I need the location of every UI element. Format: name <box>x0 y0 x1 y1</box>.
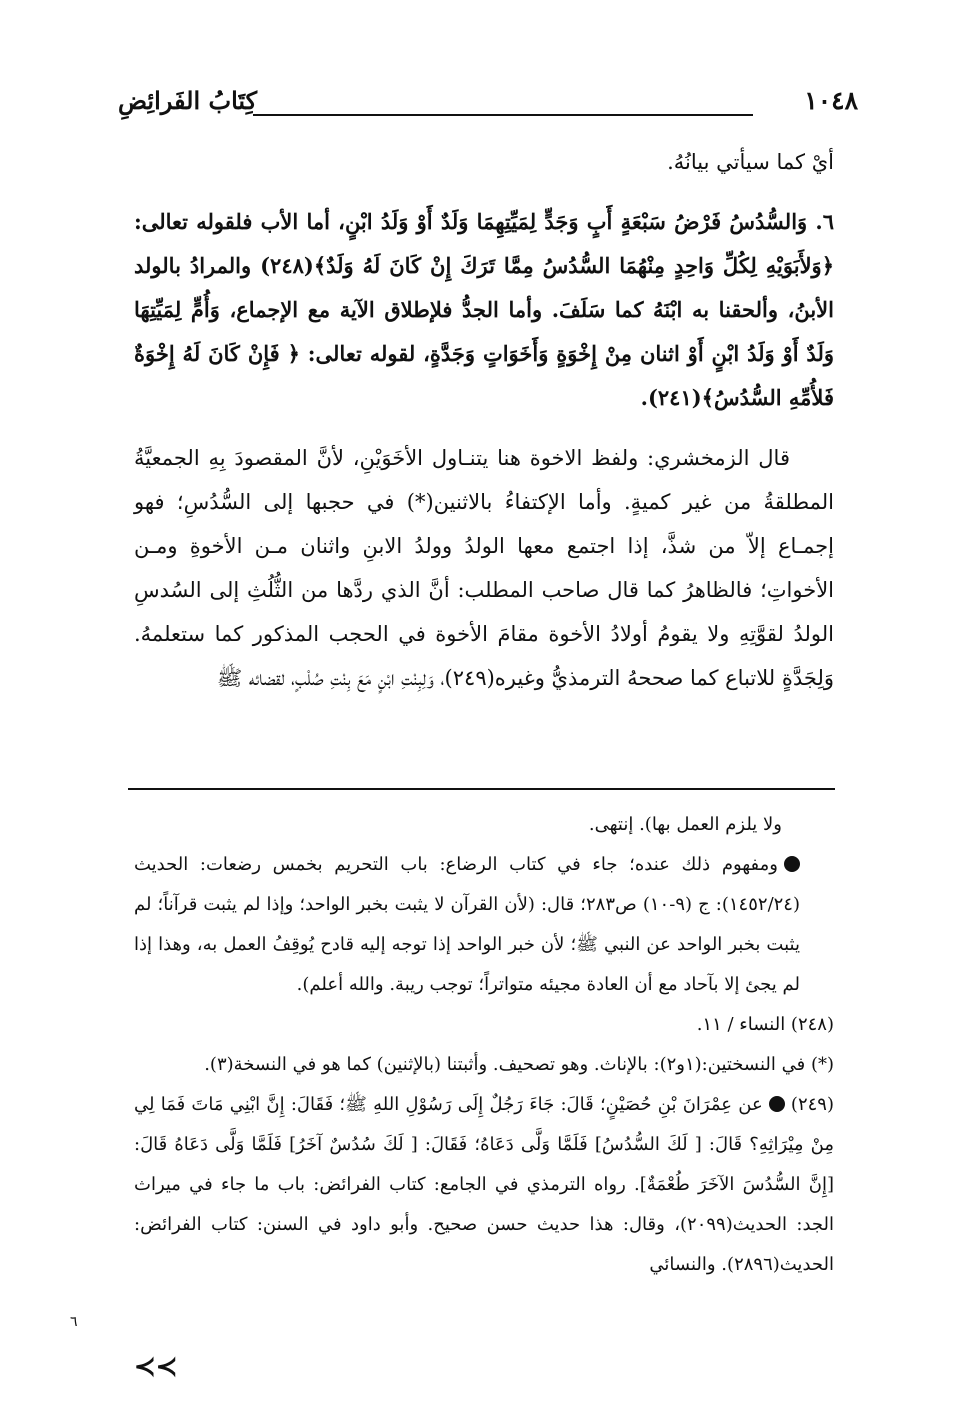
header-rule <box>253 114 753 116</box>
footnote-249-text: عن عِمْرَانَ بْنِ حُصَيْنٍ؛ قَالَ: جَاءَ رَجُلٌ إِلَى رَسُوْلِ اللهِ ﷺ؛ فَقَالَ: إِنَّ ابْنِي مَاتَ فَمَا لِي مِنْ مِيْرَاثِهِ؟ قَالَ: [ لَكَ السُّدُسُ] فَلَمَّا وَلَّى دَعَاهُ؛ فَقَالَ: [ لَكَ سُدُسٌ آخَرُ] فَلَمَّا وَلَّى دَعَاهُ قَالَ: [إِنَّ السُّدُسَ الآخَرَ طُعْمَةٌ]. رواه الترمذي في الجامع: كتاب الفرائض: باب ما جاء في ميراث الجد: الحديث(٢٠٩٩)، وقال: هذا حديث حسن صحيح. وأبو داود في السنن: كتاب الفرائض: الحديث(٢٨٩٦). والنسائي <box>134 1094 834 1275</box>
footnote-star-note <box>134 845 834 1005</box>
main-paragraph-1: أيْ كما سيأتي بيانُهُ. <box>667 150 834 174</box>
main-text <box>134 140 834 700</box>
page-number: ١٠٤٨ <box>804 86 858 115</box>
footnote-248: (٢٤٨) النساء / ١١. <box>696 1014 834 1035</box>
continuation-mark: ≺≺ <box>134 1352 178 1382</box>
footnote-star-note-text: ومفهوم ذلك عنده؛ جاء في كتاب الرضاع: باب التحريم بخمس رضعات: الحديث (١٤٥٢/٢٤): ج (٩-١٠) ص٢٨٣؛ قال: (لأن القرآن لا يثبت بخبر الواحد؛ وإذا لم يثبت قرآناً؛ لم يثبت بخبر الواحد عن النبي ﷺ؛ لأن خبر الواحد إذا توجه إليه قادح يُوقِفُ العمل به، وهذا إذا لم يجئ إلا بآحاد مع أن العادة مجيئه متواتراً؛ توجب ريبة. والله أعلم). <box>134 854 800 995</box>
footnote-249-number: (٢٤٩) <box>790 1094 834 1115</box>
book-title: كِتَابُ الفَرائِضِ <box>118 86 258 115</box>
margin-speck: ٦ <box>70 1314 78 1330</box>
main-paragraph-2: ٦. وَالسُّدُسُ فَرْضُ سَبْعَةٍ أَبٍ وَجَدٍّ لِمَيِّتِهِمَا وَلَدٌ أَوْ وَلَدُ ابْنٍ، أما الأب فلقوله تعالى: ﴿وَلأَبَوَيْهِ لِكُلِّ وَاحِدٍ مِنْهُمَا السُّدُسُ مِمَّا تَرَكَ إِنْ كَانَ لَهُ وَلَدٌ﴾(٢٤٨) والمرادُ بالولد الأبنُ، وألحقنا به ابْنَهُ كما سَلَفَ. وأما الجدُّ فلإطلاق الآية مع الإجماع، وَأُمٍّ لِمَيِّتِهَا وَلَدٌ أَوْ وَلَدُ ابْنٍ أَوْ اثنان مِنْ إِخْوَةٍ وَأَخَوَاتٍ وَجَدَّةٍ، لقوله تعالى: ﴿ فَإِنْ كَانَ لَهُ إِخْوَةٌ فَلأُمِّهِ السُّدُسُ﴾(٢٤١). <box>134 209 834 410</box>
footnote-bullet-icon <box>784 856 800 872</box>
footnote-line-1: ولا يلزم العمل بها). إنتهى. <box>588 814 782 835</box>
footnote-separator <box>128 788 835 790</box>
footnotes <box>134 805 834 1285</box>
main-paragraph-3: قال الزمخشري: ولفظ الاخوة هنا يتنـاول الأخَوَيْنِ، لأنَّ المقصودَ بِهِ الجمعيَّةُ المطلقةُ من غير كميةٍ. وأما الإكتفاءُ بالاثنين(*) في حجبها إلى السُّدُسِ؛ فهو إجمـاع إلاّ من شذَّ، إذا اجتمع معها الولدُ وولدُ الابنِ واثنان مـن الأخوةِ ومـن الأخواتِ؛ فالظاهرُ كما قال صاحب المطلب: أنَّ الذي ردَّها من الثُّلُثِ إلى السُدسِ الولدُ لقوَّتِهِ ولا يقومُ أولادُ الأخوة مقامَ الأخوة في الحجب المذكور كما ستعلمهُ. وَلِجَدَّةٍ للاتباع كما صححهُ الترمذيُّ وغيره(٢٤٩)، وَلِبِنْتِ ابْنٍ مَعَ بِنْتِ صُلْبٍ، لقضائه ﷺ <box>134 446 834 690</box>
footnote-asterisk: (*) في النسختين:(١و٢): بالإناث. وهو تصحيف. وأثبتنا (بالإثنين) كما هو في النسخة(٣). <box>204 1054 834 1075</box>
footnote-249 <box>134 1085 834 1285</box>
page-header <box>118 86 858 126</box>
footnote-bullet-icon <box>769 1096 785 1112</box>
